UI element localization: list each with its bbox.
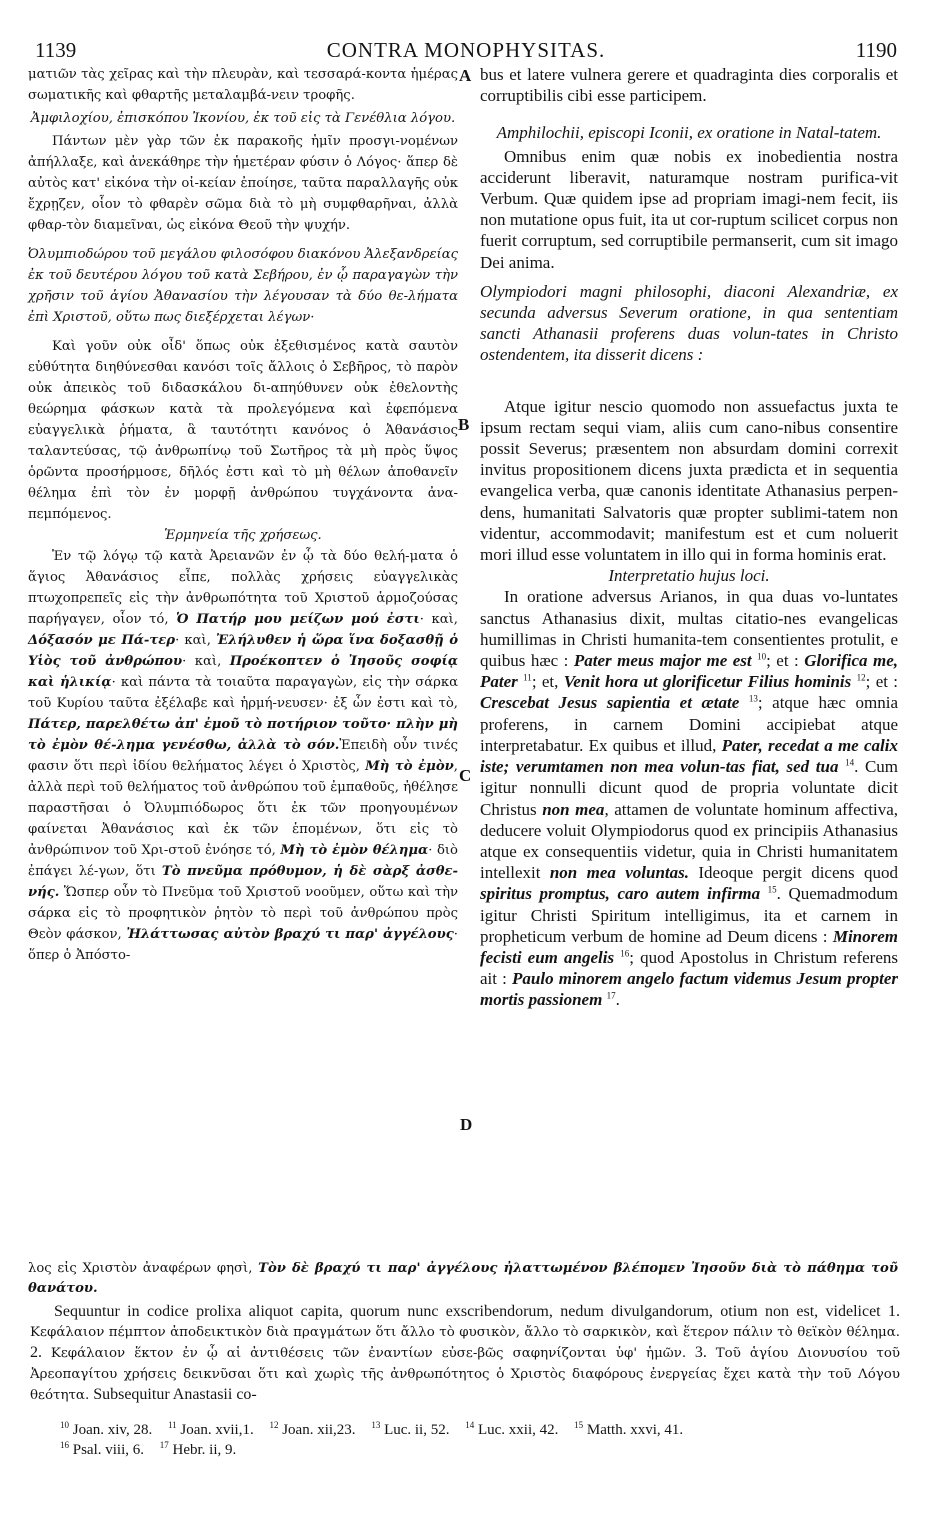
margin-letter-d: D [460, 1115, 473, 1134]
greek-paragraph-4: Ἐν τῷ λόγῳ τῷ κατὰ Ἀρειανῶν ἐν ᾧ τὰ δύο θελή-ματα ὁ ἅγιος Ἀθανάσιος εἶπε, πολλὰς χρήσεις εὐαγγελικὰς πτωχοπρεπεῖς εἰς τὴν ἀνθρωπότητα τοῦ Χριστοῦ ἁρμοζούσας παρήγαγεν, οἷον τό, Ὁ Πατήρ μου μείζων μού ἐστι· καὶ, Δόξασόν με Πά-τερ· καὶ, Ἐλήλυθεν ἡ ὥρα ἵνα δοξασθῇ ὁ Υἱὸς τοῦ ἀνθρώπου· καὶ, Προέκοπτεν ὁ Ἰησοῦς σοφίᾳ καὶ ἡλικίᾳ· καὶ πάντα τὰ τοιαῦτα παραγαγὼν, εἰς τὴν σάρκα τοῦ Κυρίου ταῦτα ἐξέλαβε καὶ ἡρμή-νευσεν· ἐξ ὧν ἐστι καὶ τὸ, Πάτερ, παρελθέτω ἀπ' ἐμοῦ τὸ ποτήριον τοῦτο· πλὴν μὴ τὸ ἐμὸν θέ-λημα γενέσθω, ἀλλὰ τὸ σόν.Ἐπειδὴ οὖν τινές φασιν ὅτι περὶ ἰδίου θελήματος λέγει ὁ Χριστὸς, Μὴ τὸ ἐμὸν, ἀλλὰ περὶ τοῦ θελήματος τοῦ ἀνθρώπου τοῦ ἐμπαθοῦς, ἠθέλησε παραστῆσαι ὁ Ὀλυμπιόδωρος ὅτι ἐκ τῶν προηγουμένων φαίνεται Ἀθανάσιος καὶ ἐκ τῶν ἑπομένων, ὅτι εἰς τὸ ἀνθρώπινον τοῦ Χρι-στοῦ ἐνόησε τό, Μὴ τὸ ἐμὸν θέλημα· διὸ ἐπάγει λέ-γων, ὅτι Τὸ πνεῦμα πρόθυμον, ἡ δὲ σὰρξ ἀσθε-νής. Ὥσπερ οὖν τὸ Πνεῦμα τοῦ Χριστοῦ νοοῦμεν, οὕτω καὶ τὴν σάρκα εἰς τὸ προφητικὸν ῥητὸν τὸ περὶ τοῦ ἀνθρώπου πρὸς Θεὸν φάσκον, Ἠλάττωσας αὐτὸν βραχύ τι παρ' ἀγγέλους· ὅπερ ὁ Ἀπόστο- [28, 549, 459, 963]
latin-heading-olympiodorus: Olympiodori magni philosophi, diaconi Alexandriæ, ex secunda adversus Severum oratione, in qua sententiam sancti Athanasii proferens duas volun-tates in Christo ostendentem, ita disserit dicens : [480, 281, 898, 365]
editor-note: Sequuntur in codice prolixa aliquot capita, quorum nunc exscribendorum, nedum divulgandorum, otium non est, videlicet 1. Κεφάλαιον πέμπτον ἀποδεικτικὸν διὰ πραγμάτων ὅτι ἄλλο τὸ φυσικὸν, ἄλλο τὸ σαρκικὸν, καὶ ἕτερον πάλιν τὸ θεϊκὸν θέλημα. 2. Κεφάλαιον ἕκτον ἐν ᾧ αἱ ἀντιθέσεις τῶν ἐναντίων εὐσε-βῶς σαφηνίζονται ὑφ' ἡμῶν. 3. Τοῦ ἁγίου Διονυσίου τοῦ Ἀρεοπαγίτου χρήσεις δεικνῦσαι ὅτι καὶ χωρὶς τῆς ἀνθρωπότητος ὁ Χριστὸς διαφόρους ἐνεργείας ἔχει κατὰ τὴν τοῦ Λόγου θεότητα. Subsequitur Anastasii co- [30, 1303, 901, 1403]
footnote: $^{11}$ Joan. xvii,1. [167, 1420, 254, 1438]
footnote: $^{15}$ Matth. xxvi, 41. [574, 1420, 684, 1438]
footnote: $^{16}$ Psal. viii, 6. [60, 1440, 145, 1458]
page-number-left: 1139 [35, 38, 77, 62]
running-title: CONTRA MONOPHYSITAS. [326, 38, 606, 62]
footnotes [60, 1420, 900, 1460]
footnote: $^{14}$ Luc. xxii, 42. [465, 1420, 559, 1438]
greek-column [28, 64, 458, 966]
latin-paragraph-1: bus et latere vulnera gerere et quadraginta dies corporalis et corruptibilis cibi esse participem. [480, 65, 898, 106]
greek-heading-interpretation: Ἑρμηνεία τῆς χρήσεως. [164, 528, 322, 543]
margin-letter-a: A [459, 66, 472, 85]
latin-paragraph-2: Omnibus enim quæ nobis ex inobedientia nostra acciderunt liberavit, naturamque nostram purifica-vit Verbum. Quæ quidem ipse ad propriam imagi-nem fecit, iis non mutatione opus fuit, ita ut cor-ruptum scilicet corpus non fuerit corruptum, sed corruptibile permanserit, cum sit imago Dei anima. [480, 146, 898, 272]
greek-paragraph-3: Καὶ γοῦν οὐκ οἶδ' ὅπως οὐκ ἐξεθισμένος κατὰ σαυτὸν εὐθύτητα διηθύνεσθαι κανόσι τοῖς ἄλλοις ὁ Σεβῆρος, τὸ παρὸν οὐκ ἀπεικὸς τοῦ διδασκάλου δι-απηύθυνεν οὐκ ἐθελοντὴς θεώρημα φάσκων κατὰ τὰ προλεγόμενα καὶ ἐφεπόμενα εὐαγγελικὰ ῥήματα, ἃ ταυτότητι κανόνος ὁ Ἀθανάσιος ταλαντεύσας, τῷ ἀνθρωπίνῳ τοῦ Σωτῆρος τὰ μὴ πρὸς ὕψος ὁρῶντα προσήρμοσε, δῆλός ἐστι καὶ τὸ μὴ θέλων ἀποθανεῖν θέλημα ἐπὶ τὸν ἐν μορφῇ ἀνθρώπου τυγχάνοντα ἀνα-πεμπόμενος. [28, 339, 458, 522]
greek-paragraph-2: Πάντων μὲν γὰρ τῶν ἐκ παρακοῆς ἡμῖν προσγι-νομένων ἀπήλλαξε, καὶ ἀνεκάθηρε τὴν ἡμετέραν φύσιν ὁ Λόγος· ἅπερ δὲ αὐτὸς κατ' εἰκόνα τὴν οἰ-κείαν ἐποίησε, ταῦτα παραλλαγῆς οὐκ ἔχρῃζεν, οἷον τὸ φθαρὲν σῶμα διὰ τὸ μὴ συμφθαρῆναι, ἀλλὰ φθαρ-τὸν διαμεῖναι, ὡς εἰκόνα Θεοῦ τὴν ψυχήν. [28, 134, 458, 233]
greek-tail-line: λος εἰς Χριστὸν ἀναφέρων φησὶ, Τὸν δὲ βραχύ τι παρ' ἀγγέλους ἠλαττωμένον βλέπομεν Ἰησοῦν διὰ τὸ πάθημα τοῦ θανάτου. [28, 1261, 899, 1296]
footnote: $^{13}$ Luc. ii, 52. [371, 1420, 450, 1438]
footnote: $^{10}$ Joan. xiv, 28. [60, 1420, 153, 1438]
latin-heading-amphilochius: Amphilochii, episcopi Iconii, ex oratione in Natal-tatem. [496, 123, 882, 143]
footnote: $^{12}$ Joan. xii,23. [269, 1420, 356, 1438]
latin-paragraph-4: In oratione adversus Arianos, in qua duas vo-luntates sanctus Athanasius dixit, multas citatio-nes evangelicas humillimas in Christi humanita-tem consentientes protulit, e quibus hæc : Pater meus major me est $^{10}$; et : Glorifica me, Pater $^{11}$; et, Venit hora ut glorificetur Filius hominis $^{12}$; et : Crescebat Jesus sapientia et ætate $^{13}$; atque hæc omnia proferens, in carnem Domini accipiebat atque interpretabatur. Ex quibus et illud, Pater, recedat a me calix iste; verumtamen non mea volun-tas fiat, sed tua $^{14}$. Cum igitur nonnulli dicunt quod de propria voluntate dicit Christus non mea, attamen de voluntate hominum affectiva, deducere voluit Olympiodorus quod ex principiis Athanasius atque ex consequentiis videtur, quia in Christi humanitatem intellexit non mea voluntas. Ideoque pergit dicens quod spiritus promptus, caro autem infirma $^{15}$. Quemadmodum igitur Christi Spiritum intelligimus, ita et carnem in propheticum verbum de homine ad Deum dicens : Minorem fecisti eum angelis $^{16}$; quod Apostolus in Christum referens ait : Paulo minorem angelo factum videmus Jesum propter mortis passionem $^{17}$. [480, 587, 899, 1010]
latin-column [480, 64, 898, 1011]
margin-letter-b: B [458, 415, 470, 434]
page-number-right: 1190 [855, 38, 897, 62]
margin-letter-c: C [459, 766, 472, 785]
greek-heading-olympiodorus: Ὀλυμπιοδώρου τοῦ μεγάλου φιλοσόφου διακόνου Ἀλεξανδρείας ἐκ τοῦ δευτέρου λόγου τοῦ κατὰ Σεβήρου, ἐν ᾧ παραγαγὼν τὴν χρῆσιν τοῦ ἁγίου Ἀθανασίου τὴν λέγουσαν τὰ δύο θε-λήματα ἐπὶ Χριστοῦ, οὕτω πως διεξέρχεται λέγων· [28, 247, 458, 325]
greek-heading-amphilochius: Ἀμφιλοχίου, ἐπισκόπου Ἰκονίου, ἐκ τοῦ εἰς τὰ Γενέθλια λόγου. [30, 111, 456, 126]
footnote: $^{17}$ Hebr. ii, 9. [159, 1440, 237, 1458]
running-header [35, 38, 897, 64]
latin-heading-interpretation: Interpretatio hujus loci. [608, 566, 770, 586]
latin-paragraph-3: Atque igitur nescio quomodo non assuefactus juxta te ipsum rectam sequi viam, aliis cum cano-nibus consentire possit Severus; præsentem non absurdam domini correxit invitus propositionem dicens juxta prædicta et in sequentia evangelica verba, quæ canonis identitate Athanasius perpen-dens, humanitati Salvatoris quæ propter sublimi-tatem non videntur, accommodavit; manifestum est et cum noluerit mori illud esse voluntatem in illo qui in forma hominis erat. [480, 396, 898, 565]
greek-paragraph-1: ματιῶν τὰς χεῖρας καὶ τὴν πλευρὰν, καὶ τεσσαρά-κοντα ἡμέρας σωματικῆς καὶ φθαρτῆς μεταλαμβά-νειν τροφῆς. [28, 67, 458, 103]
